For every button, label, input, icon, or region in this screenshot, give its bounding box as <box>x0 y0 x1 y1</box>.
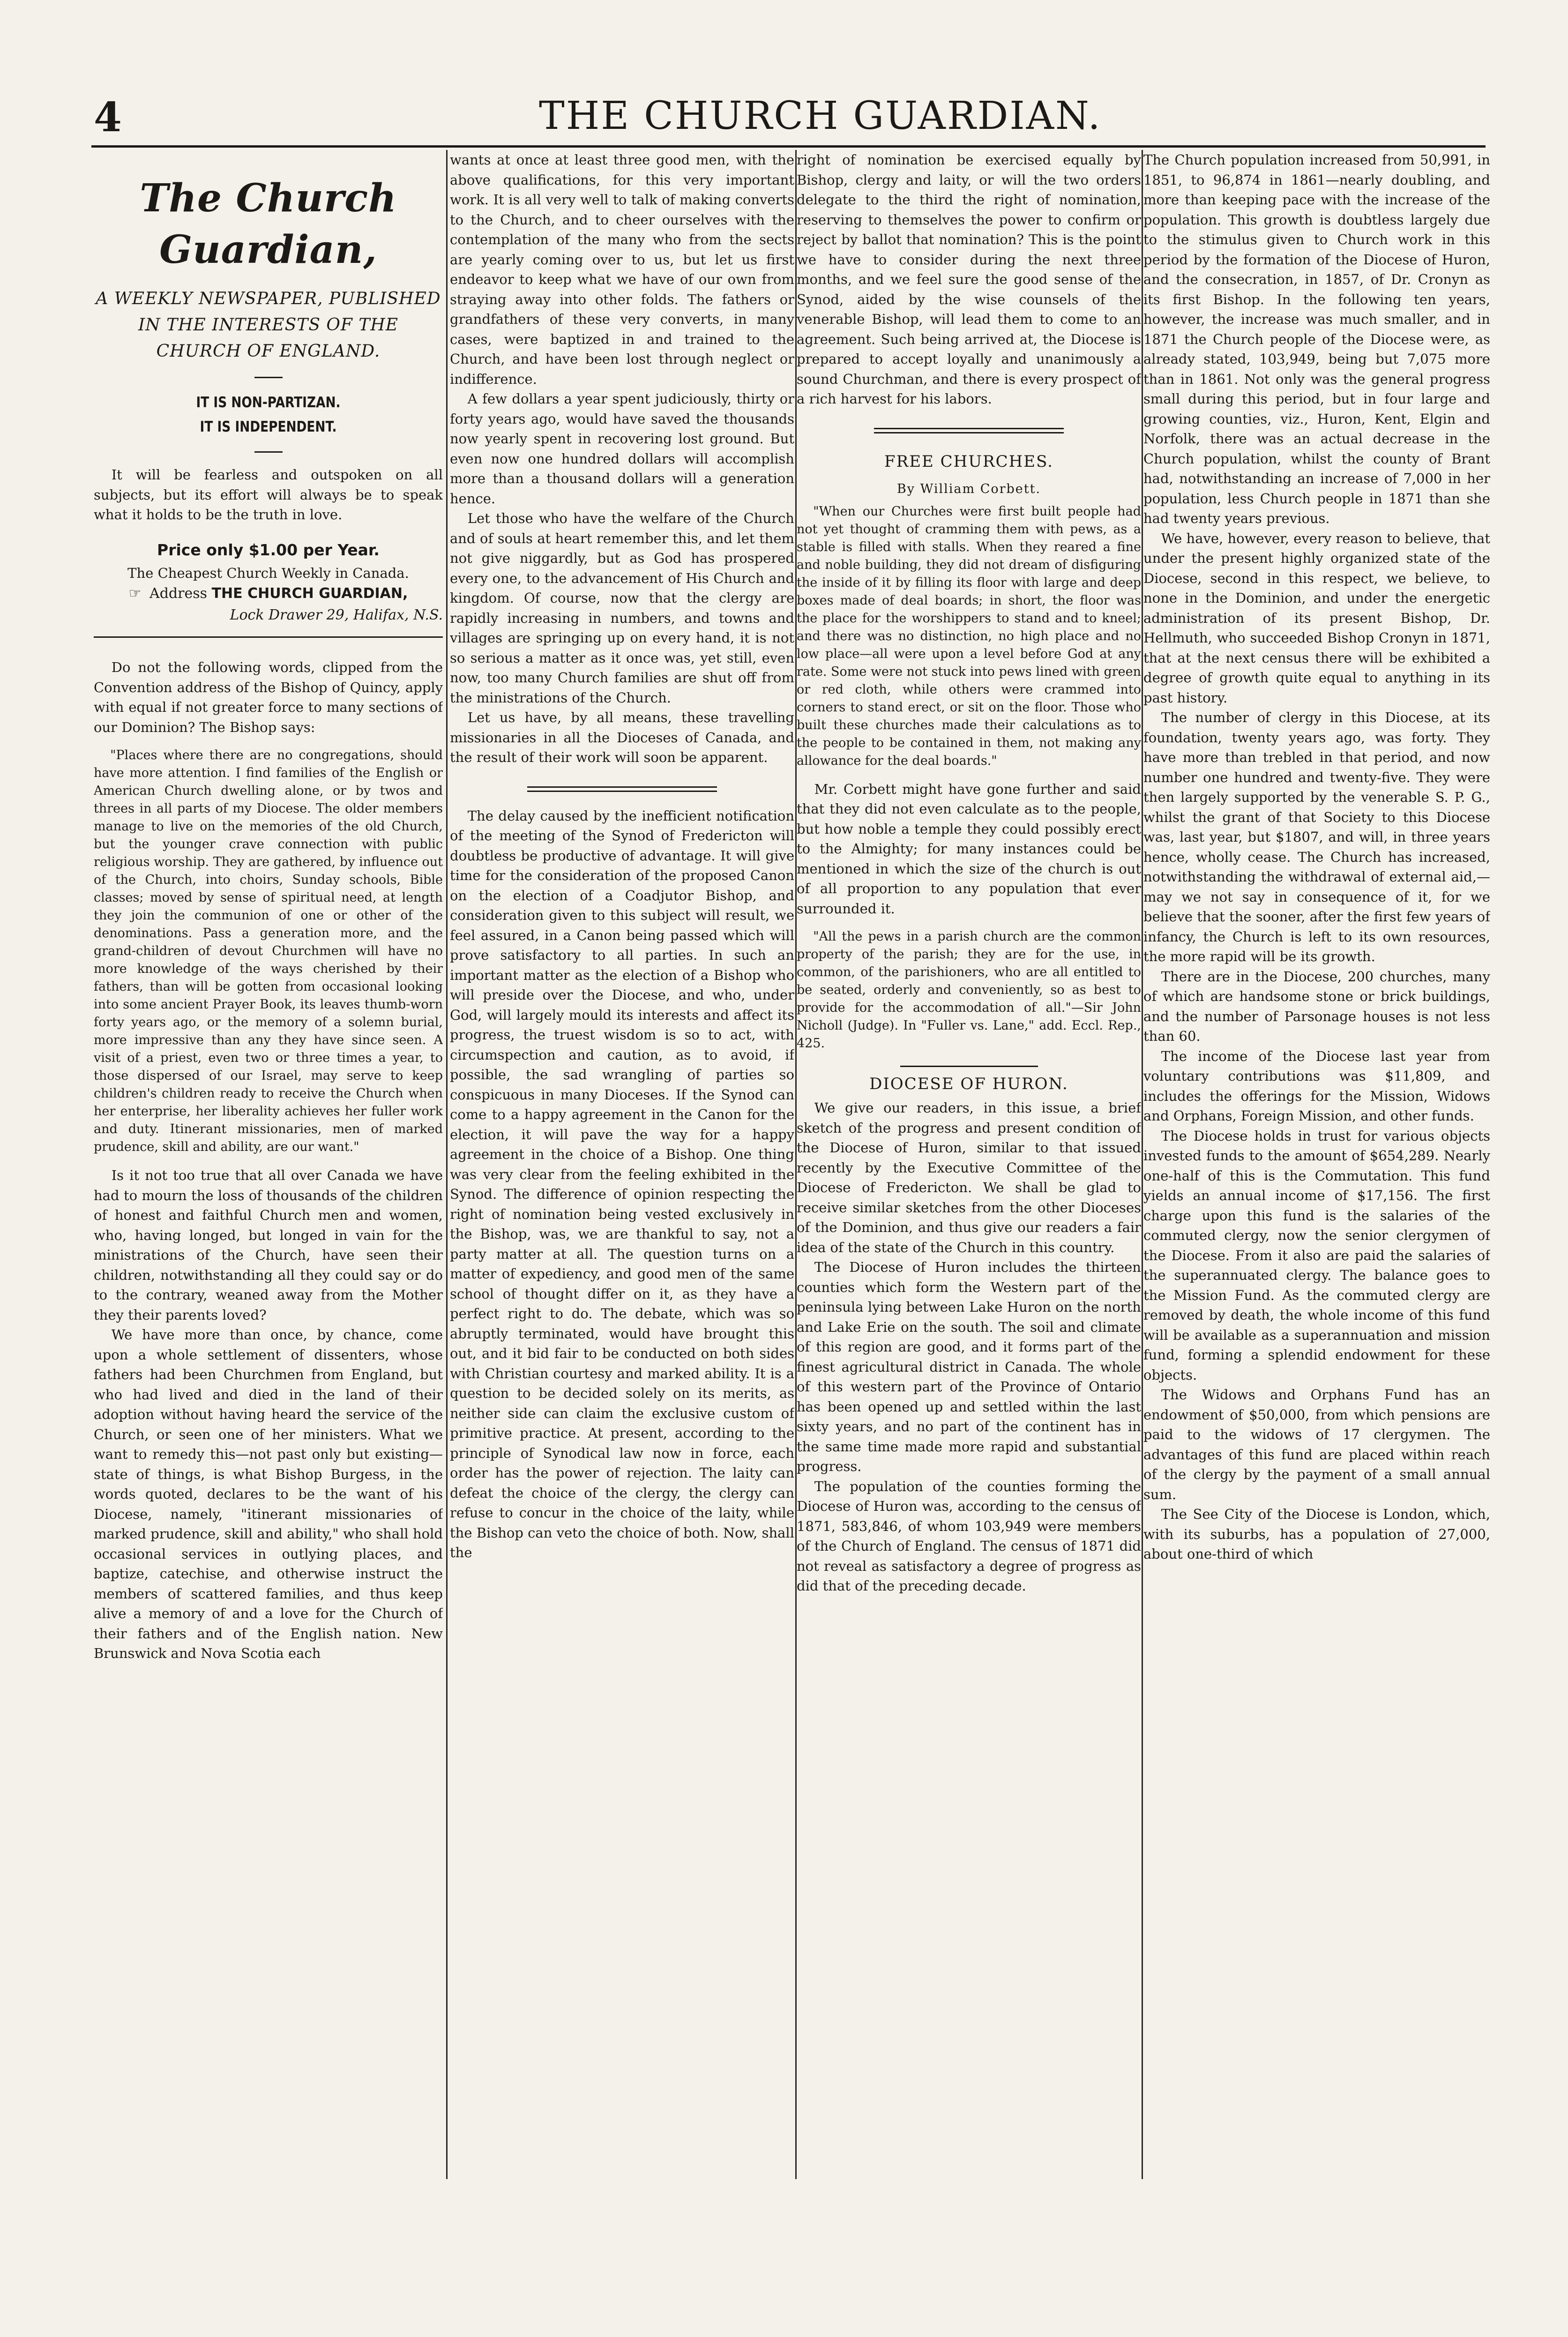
non-partizan-line: IT IS NON-PARTIZAN. <box>196 394 341 411</box>
article-paragraph: The Diocese holds in trust for various objects invested funds to the amount of $654,289. Nearly one-half of this is the Commutation. This fund yields an annual income of $17,156. The first charge upon this fund is the salaries of the commuted clergy, now the senior clergymen of the Diocese. From it also are paid the salaries of the superannuated clergy. The balance goes to the Mission Fund. As the commuted clergy are removed by death, the whole income of this fund will be available as a superannuation and mission fund, forming a splendid endowment for these objects. <box>1143 1127 1490 1383</box>
article-paragraph: Mr. Corbett might have gone further and said that they did not even calculate as to the people, but how noble a temple they could possibly erect to the Almighty; for many instances could be mentioned in which the size of the church is out of all proportion to any population that ever surrounded it. <box>797 781 1141 917</box>
article-paragraph: The Widows and Orphans Fund has an endowment of $50,000, from which pensions are paid to the widows of 17 clergymen. The advantages of this fund are placed within reach of the clergy by the payment of a small annual sum. <box>1143 1387 1490 1502</box>
column-1 <box>94 150 443 2179</box>
article-paragraph: The Diocese of Huron includes the thirteen counties which form the Western part of the peninsula lying between Lake Huron on the north and Lake Erie on the south. The soil and climate of this region are good, and it forms part of the finest agricultural district in Canada. The whole of this western part of the Province of Ontario has been opened up and settled within the last sixty years, and no part of the continent has in the same time made more rapid and substantial progress. <box>797 1259 1141 1474</box>
article-heading: DIOCESE OF HURON. <box>869 1075 1068 1093</box>
column-divider <box>1142 150 1143 2179</box>
running-head: THE CHURCH GUARDIAN. <box>539 94 1102 138</box>
column-divider <box>446 150 448 2179</box>
block-quote: "Places where there are no congregations, should have more attention. I find families of the English or American Church dwelling alone, or by twos and threes in all parts of my Diocese. The older members manage to live on the memories of the old Church, but the younger crave connection with public religious worship. They are gathered, by influence out of the Church, into choirs, Sunday schools, Bible classes; moved by sense of spiritual need, at length they join the communion of one or other of the denominations. Pass a generation more, and the grand-children of devout Churchmen will have no more knowledge of the ways cherished by their fathers, than will be gotten from occasional looking into some ancient Prayer Book, its leaves thumb-worn forty years ago, or the memory of a solemn burial, more impressive than any they have since seen. A visit of a priest, even two or three times a year, to those dispersed of our Israel, may serve to keep children's children ready to receive the Church when her enterprise, her liberality achieves her fuller work and duty. Itinerant missionaries, men of marked prudence, skill and ability, are our want." <box>94 748 443 1154</box>
address-line <box>94 583 443 605</box>
article-paragraph: We have, however, every reason to believe, that under the present highly organized state of the Diocese, second in this respect, we believe, to none in the Dominion, and under the energetic administration of its present Bishop, Dr. Hellmuth, who succeeded Bishop Cronyn in 1871, that at the next census there will be exhibited a degree of growth quite equal to anything in its past history. <box>1143 530 1490 706</box>
article-paragraph: A few dollars a year spent judiciously, thirty or forty years ago, would have saved the thousands now yearly spent in recovering lost ground. But even now one hundred dollars will accomplish more than a thousand dollars will a generation hence. <box>450 391 794 507</box>
article-paragraph: The population of the counties forming the Diocese of Huron was, according to the census of 1871, 583,846, of whom 103,949 were members of the Church of England. The census of 1871 did not reveal as satisfactory a degree of progress as did that of the preceding decade. <box>797 1478 1141 1594</box>
article-paragraph: right of nomination be exercised equally by Bishop, clergy and laity, or will the two orders delegate to the third the right of nomination, reserving to themselves the power to confirm or reject by ballot that nomination? This is the point we have to consider during the next three months, and we feel sure the good sense of the Synod, aided by the wise counsels of the venerable Bishop, will lead them to come to an agreement. Such being arrived at, the Diocese is prepared to accept loyally and unanimously a sound Churchman, and there is every prospect of a rich harvest for his labors. <box>797 152 1141 407</box>
block-quote: "When our Churches were first built people had not yet thought of cramming them with pews, as a stable is filled with stalls. When they reared a fine and noble building, they did not dream of disfiguring the inside of it by filling its floor with large and deep boxes made of deal boards; in short, the floor was the place for the worshippers to stand and to kneel; and there was no distinction, no high place and no low place—all were upon a level before God at any rate. Some were not stuck into pews lined with green or red cloth, while others were crammed into corners to stand erect, or sit on the floor. Those who built these churches made their calculations as to the people to be contained in them, not making any allowance for the deal boards." <box>797 504 1141 768</box>
article-paragraph: wants at once at least three good men, with the above qualifications, for this very important work. It is all very well to talk of making converts to the Church, and to cheer ourselves with the contemplation of the many who from the sects are yearly coming over to us, but let us first endeavor to keep what we have of our own from straying away into other folds. The fathers or grandfathers of these very converts, in many cases, were baptized in and trained to the Church, and have been lost through neglect or indifference. <box>450 152 794 387</box>
masthead-title: The Church Guardian, <box>140 176 397 272</box>
article-paragraph: We have more than once, by chance, come upon a whole settlement of dissenters, whose fathers had been Churchmen from England, but who had lived and died in the land of their adoption without having heard the service of the Church, or seen one of her ministers. What we want to remedy this—not past only but existing—state of things, is what Bishop Burgess, in the words quoted, declares to be the want of his Diocese, namely, "itinerant missionaries of marked prudence, skill and ability," who shall hold occasional services in outlying places, and baptize, catechise, and otherwise instruct the members of scattered families, and thus keep alive a memory of and a love for the Church of their fathers and of the English nation. New Brunswick and Nova Scotia each <box>94 1327 443 1661</box>
independent-line: IT IS INDEPENDENT. <box>200 418 337 435</box>
column-3 <box>797 150 1141 2179</box>
column-2 <box>450 150 794 2179</box>
article-paragraph: The delay caused by the inefficient notification of the meeting of the Synod of Fredericton will doubtless be productive of advantage. It will give time for the consideration of the proposed Canon on the election of a Coadjutor Bishop, and consideration given to this subject will result, we feel assured, in a Canon being passed which will prove satisfactory to all parties. In such an important matter as the election of a Bishop who will preside over the Diocese, and who, under God, will largely mould its interests and affect its progress, the truest wisdom is so to act, with circumspection and caution, as to avoid, if possible, the sad wrangling of parties so conspicuous in many Dioceses. If the Synod can come to a happy agreement in the Canon for the election, it will pave the way for a happy agreement in the choice of a Bishop. One thing was very clear from the feeling exhibited in the Synod. The difference of opinion respecting the right of nomination being vested exclusively in the Bishop, was, we are thankful to say, not a party matter at all. The question turns on a matter of expediency, and good men of the same school of thought differ on it, as they have a perfect right to do. The debate, which was so abruptly terminated, would have brought this out, and it bid fair to be conducted on both sides with Christian courtesy and marked ability. It is a question to be decided solely on its merits, as neither side can claim the exclusive custom of primitive practice. At present, according to the principle of Synodical law now in force, each order has the power of rejection. The laity can defeat the choice of the clergy, the clergy can refuse to concur in the choice of the laity, while the Bishop can veto the choice of both. Now, shall the <box>450 807 794 1560</box>
article-paragraph: We give our readers, in this issue, a brief sketch of the progress and present condition of the Diocese of Huron, similar to that issued recently by the Executive Committee of the Diocese of Fredericton. We shall be glad to receive similar sketches from the other Dioceses of the Dominion, and thus give our readers a fair idea of the state of the Church in this country. <box>797 1100 1141 1255</box>
address-detail: Lock Drawer 29, Halifax, N.S. <box>230 607 443 623</box>
masthead-tagline: A WEEKLY NEWSPAPER, PUBLISHED IN THE INTERESTS OF THE CHURCH OF ENGLAND. <box>96 289 441 361</box>
block-quote: "All the pews in a parish church are the common property of the parish; they are for the use, in common, of the parishioners, who are all entitled to be seated, orderly and conveniently, so as best to provide for the accommodation of all."—Sir John Nicholl (Judge). In "Fuller vs. Lane," add. Eccl. Rep., 425. <box>797 929 1141 1051</box>
cheapest-line: The Cheapest Church Weekly in Canada. <box>127 565 409 581</box>
address-label: Address <box>149 585 208 602</box>
column-4 <box>1143 150 1490 2179</box>
article-paragraph: The number of clergy in this Diocese, at its foundation, twenty years ago, was forty. They have more than trebled in that period, and now number one hundred and twenty-five. They were then largely supported by the venerable S. P. G., whilst the grant of that Society to this Diocese was, last year, but $1807, and will, in three years hence, wholly cease. The Church has increased, notwithstanding the withdrawal of external aid,—may we not say in consequence of it, for we believe that the sooner, after the first few years of infancy, the Church is left to its own resources, the more rapid will be its growth. <box>1143 709 1490 964</box>
article-paragraph: Let those who have the welfare of the Church and of souls at heart remember this, and let them not give niggardly, but as God has prospered every one, to the advancement of His Church and kingdom. Of course, now that the clergy are rapidly increasing in numbers, and towns and villages are springing up on every hand, it is not so serious a matter as it once was, yet still, even now, too many Church families are shut off from the ministrations of the Church. <box>450 510 794 706</box>
price-line: Price only $1.00 per Year. <box>157 540 380 559</box>
section-rule <box>900 1066 1038 1067</box>
masthead-statement: It will be fearless and outspoken on all subjects, but its effort will always be to speak what it holds to be the truth in love. <box>94 467 443 523</box>
header-rule <box>91 145 1486 148</box>
byline: By William Corbett. <box>896 481 1041 496</box>
article-paragraph: The income of the Diocese last year from voluntary contributions was $11,809, and includes the offerings for the Mission, Widows and Orphans, Foreign Mission, and other funds. <box>1143 1048 1490 1124</box>
double-rule <box>874 428 1063 433</box>
article-paragraph: The Church population increased from 50,991, in 1851, to 96,874 in 1861—nearly doubling, and more than keeping pace with the increase of the population. This growth is doubtless largely due to the stimulus given to Church work in this period by the formation of the Diocese of Huron, and the consecration, in 1857, of Dr. Cronyn as its first Bishop. In the following ten years, however, the increase was much smaller, and in 1871 the Church people of the Diocese were, as already stated, 103,949, being but 7,075 more than in 1861. Not only was the general progress small during this period, but in four large and growing counties, viz., Huron, Kent, Elgin and Norfolk, there was an actual decrease in the Church population, whilst the county of Brant had, notwithstanding an increase of 7,000 in her population, less Church people in 1871 than she had twenty years previous. <box>1143 152 1490 526</box>
article-paragraph: The See City of the Diocese is London, which, with its suburbs, has a population of 27,000, about one-third of which <box>1143 1506 1490 1562</box>
short-rule <box>254 451 283 453</box>
section-rule <box>94 636 443 638</box>
article-paragraph: Do not the following words, clipped from the Convention address of the Bishop of Quincy, apply with equal if not greater force to many sections of our Dominion? The Bishop says: <box>94 659 443 735</box>
double-rule <box>527 786 717 792</box>
address-name: THE CHURCH GUARDIAN, <box>211 585 408 602</box>
page-number: 4 <box>94 94 122 141</box>
article-paragraph: Is it not too true that all over Canada we have had to mourn the loss of thousands of the children of honest and faithful Church men and women, who, having longed, but longed in vain for the ministrations of the Church, have seen their children, notwithstanding all they could say or do to the contrary, weaned away from the Mother they their parents loved? <box>94 1167 443 1323</box>
pointing-hand-icon: ☞ <box>128 585 142 602</box>
article-paragraph: Let us have, by all means, these travelling missionaries in all the Dioceses of Canada, and the result of their work will soon be apparent. <box>450 709 794 765</box>
short-rule <box>254 377 283 378</box>
article-paragraph: There are in the Diocese, 200 churches, many of which are handsome stone or brick buildings, and the number of Parsonage houses is not less than 60. <box>1143 968 1490 1044</box>
article-heading: FREE CHURCHES. <box>884 452 1053 471</box>
